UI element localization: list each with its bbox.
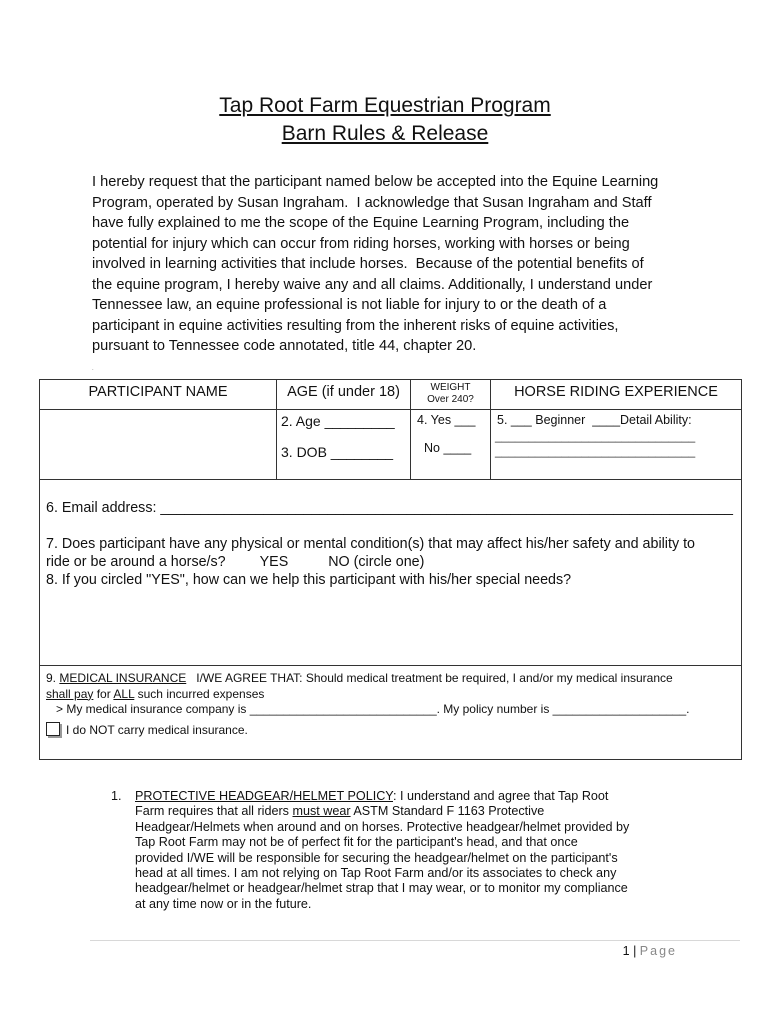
policy-line-2 <box>135 804 695 819</box>
participant-name-header: PARTICIPANT NAME <box>40 380 277 410</box>
weight-no-field[interactable]: No ____ <box>424 441 472 455</box>
policy-heading-rest: : I understand and agree that Tap Root <box>393 789 609 803</box>
intro-line: the equine program, I hereby waive any and all claims. Additionally, I understand under <box>92 276 653 293</box>
helmet-policy-text <box>135 789 695 912</box>
age-dob-cell <box>277 410 411 480</box>
policy-line-2-start: Farm requires that all riders <box>135 804 293 819</box>
questions-section <box>40 480 742 666</box>
no-insurance-label: I do NOT carry medical insurance. <box>66 722 248 737</box>
intro-line: Program, operated by Susan Ingraham. I acknowledge that Susan Ingraham and Staff <box>92 194 652 211</box>
question-7-line-2 <box>40 553 741 571</box>
intro-line: participant in equine activities resulting from the inherent risks of equine activities, <box>92 317 619 334</box>
experience-field[interactable]: 5. ___ Beginner ____Detail Ability: <box>497 413 692 427</box>
intro-line: potential for injury which can occur from riding horses, working with horses or being <box>92 235 630 252</box>
document-title: Tap Root Farm Equestrian Program <box>219 94 551 117</box>
intro-line: pursuant to Tennessee code annotated, title 44, chapter 20. <box>92 338 477 354</box>
expenses-text: such incurred expenses <box>134 686 265 701</box>
page-separator: | <box>629 944 640 958</box>
insurance-heading: MEDICAL INSURANCE <box>59 671 187 685</box>
must-wear-text: must wear <box>292 804 351 819</box>
for-text: for <box>93 686 114 701</box>
policy-number: 1. <box>111 789 122 803</box>
insurance-company-field[interactable]: > My medical insurance company is ____________________________. My policy number is ____________________. <box>46 702 690 716</box>
document-subtitle: Barn Rules & Release <box>281 122 489 145</box>
page-footer <box>540 944 677 958</box>
insurance-agree-text: I/WE AGREE THAT: Should medical treatment be required, I and/or my medical insurance <box>186 671 673 685</box>
policy-line-2-end: ASTM Standard F 1163 Protective <box>350 804 545 819</box>
insurance-expense-line <box>40 687 741 703</box>
email-field[interactable]: 6. Email address: ________________________________________________________________________ <box>46 500 733 516</box>
riding-experience-header: HORSE RIDING EXPERIENCE <box>491 380 742 410</box>
question-8: 8. If you circled "YES", how can we help this participant with his/her special needs? <box>46 572 572 588</box>
shall-pay-text: shall pay <box>46 686 94 701</box>
no-option[interactable]: NO (circle one) <box>328 554 425 570</box>
footer-divider <box>90 940 740 941</box>
participant-name-field[interactable] <box>40 410 277 480</box>
yes-option[interactable]: YES <box>259 554 289 570</box>
experience-cell <box>491 410 742 480</box>
age-field[interactable]: 2. Age _________ <box>281 413 395 429</box>
policy-line-1 <box>135 789 695 804</box>
page-number: 1 <box>622 944 630 958</box>
experience-line-1[interactable]: ______________________________ <box>495 429 696 443</box>
intro-line: involved in learning activities that include horses. Because of the potential benefits of <box>92 256 644 272</box>
policy-heading: PROTECTIVE HEADGEAR/HELMET POLICY <box>135 789 393 803</box>
experience-line-2[interactable]: ______________________________ <box>495 444 696 458</box>
page-word: Page <box>639 944 677 958</box>
all-text: ALL <box>113 686 135 701</box>
insurance-agreement-line <box>40 666 741 687</box>
participant-form-table <box>39 379 742 760</box>
weight-header-question: Over 240? <box>427 394 474 405</box>
policy-body: Headgear/Helmets when around and on horses. Protective headgear/helmet provided by Tap Root Farm may not be of perfect fit for the participant's head, and that once provided I/WE will be responsible for securing the headgear/helmet on the participant's head at all times. I am not relying on Tap Root Farm and/or its associates to check any headgear/helmet or headgear/helmet strap that I may wear, or to monitor my compliance at any time now or in the future. <box>135 819 630 911</box>
age-header: AGE (if under 18) <box>277 380 411 410</box>
weight-header-label: WEIGHT <box>430 382 471 393</box>
insurance-section <box>40 666 742 760</box>
weight-cell <box>411 410 491 480</box>
question-7-line-1: 7. Does participant have any physical or mental condition(s) that may affect his/her safety and ability to <box>46 536 695 552</box>
intro-line: have fully explained to me the scope of the Equine Learning Program, including the <box>92 215 630 231</box>
dob-field[interactable]: 3. DOB ________ <box>281 444 394 460</box>
weight-header <box>411 380 491 410</box>
intro-line: Tennessee law, an equine professional is not liable for injury to or the death of a <box>92 297 607 313</box>
no-insurance-row <box>40 718 741 739</box>
question-7-text: ride or be around a horse/s? <box>46 554 226 570</box>
stray-mark: . <box>92 366 94 372</box>
release-paragraph <box>92 172 692 357</box>
intro-line: I hereby request that the participant named below be accepted into the Equine Learning <box>92 174 659 190</box>
no-insurance-checkbox[interactable] <box>46 722 60 736</box>
weight-yes-field[interactable]: 4. Yes ___ <box>417 413 476 427</box>
insurance-number: 9. <box>46 671 60 685</box>
